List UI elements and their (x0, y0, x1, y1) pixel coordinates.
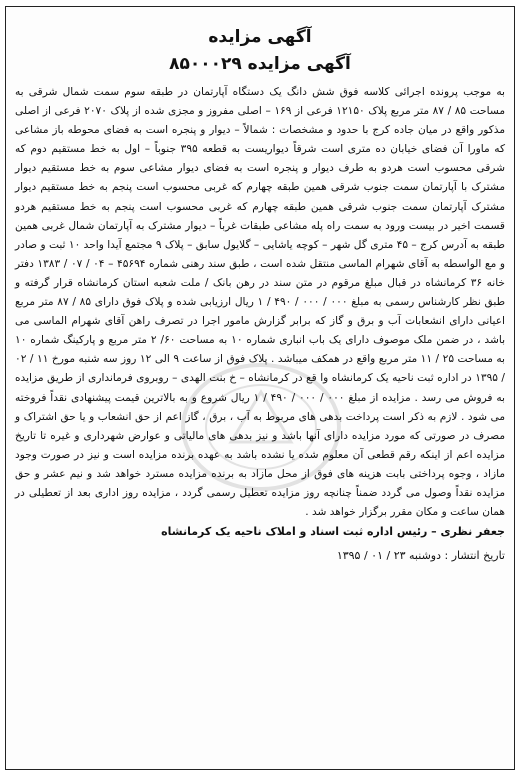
notice-subtitle: آگهی مزایده ۸۵۰۰۰۲۹ (169, 54, 351, 74)
notice-frame (5, 6, 515, 770)
publish-date: تاریخ انتشار : دوشنبه ۲۳ / ۰۱ / ۱۳۹۵ (336, 549, 505, 563)
notice-title: آگهی مزایده (208, 27, 312, 47)
notice-body: به موجب پرونده اجرائی کلاسه فوق شش دانگ یک دستگاه آپارتمان در طبقه سوم سمت شمال شرقی به مساحت ۸۵ / ۸۷ متر مربع پلاک ۱۲۱۵۰ فرعی از ۱۶۹ – اصلی مفروز و مجزی شده از پلاک ۲۰۷۰ فرعی از اصلی مذکور واقع در میان جاده کرج با حدود و مشخصات : شمالاً – دیوار و پنجره است به فضای محوطه باز مشاعی که ماورا آن فضای خیابان ده متری است شرقاً دیواریست به قطعه ۳۹۵ جنوباً – اول به خط مستقیم دوم که شرقی محسوب است هردو به طرف دیوار و پنجره است به فضای دیوار مشاعی سوم به خط مستقیم دیوار مشترک با آپارتمان سمت جنوب شرقی همین طبقه چهارم که غربی محسوب است پنجم به خط مستقیم دیوار مشترک آپارتمان سمت جنوب شرقی همین طبقه چهارم که غربی محسوب است پنجم به خط مستقیم هردو قسمت اخیر در بیست ورود به سمت راه پله مشاعی طبقات غرباً – دیوار مشترک به آپارتمان شمال غربی همین طبقه به آدرس کرج – ۴۵ متری گل شهر – کوچه یاشایی – گلایول سابق – پلاک ۹ مجتمع آیدا واحد ۱۰ ثبت و صادر و مع الواسطه به آقای شهرام الماسی منتقل شده است ، طبق سند رهنی شماره ۴۵۶۹۴ – ۰۴ / ۰۷ / ۱۳۸۳ دفتر خانه ۳۶ کرمانشاه در قبال مبلغ مرقوم در متن سند در رهن بانک / ملت شعبه استان کرمانشاه قرار گرفته و طبق نظر کارشناس رسمی به مبلغ ۰۰۰ / ۰۰۰ / ۴۹۰ / ۱ ریال ارزیابی شده و پلاک فوق دارای ۸۵ / ۸۷ متر مربع اعیانی دارای انشعابات آب و برق و گاز که برابر گزارش مامور اجرا در تصرف راهن آقای شهرام الماسی می باشد ، در ضمن ملک موصوف دارای یک باب انباری شماره ۱۰ به مساحت ۶۰/ ۲ متر مربع و پارکینگ شماره ۱۰ به مساحت ۲۵ / ۱۱ متر مربع واقع در همکف میباشد . پلاک فوق از ساعت ۹ الی ۱۲ روز سه شنبه مورخ ۱۱ / ۰۲ / ۱۳۹۵ در اداره ثبت ناحیه یک کرمانشاه وا قع در کرمانشاه – خ بنت الهدی – روبروی فرمانداری از طریق مزایده به فروش می رسد . مزایده از مبلغ ۰۰۰ / ۰۰۰ / ۴۹۰ / ۱ ریال شروع و به بالاترین قیمت پیشنهادی نقداً فروخته می شود . لازم به ذکر است پرداخت بدهی های مربوط به آب ، برق ، گاز اعم از حق انشعاب و یا حق اشتراک و مصرف در صورتی که مورد مزایده دارای آنها باشد و نیز بدهی های مالیاتی و عوارض شهرداری و غیره تا تاریخ مزایده اعم از اینکه رقم قطعی آن معلوم شده یا نشده باشد به عهده برنده مزایده است و نیز در صورت وجود مازاد ، وجوه پرداختی بابت هزینه های فوق از محل مازاد به برنده مزایده مسترد خواهد شد و نیم عشر و حق مزایده نقداً وصول می گردد ضمناً چنانچه روز مزایده تعطیل رسمی گردد ، مزایده روز اداری بعد از تعطیلی در همان ساعت و مکان مقرر برگزار خواهد شد . (15, 86, 506, 519)
notice-signature: جعفر نظری – رئیس اداره ثبت اسناد و املاک ناحیه یک کرمانشاه (161, 525, 505, 539)
